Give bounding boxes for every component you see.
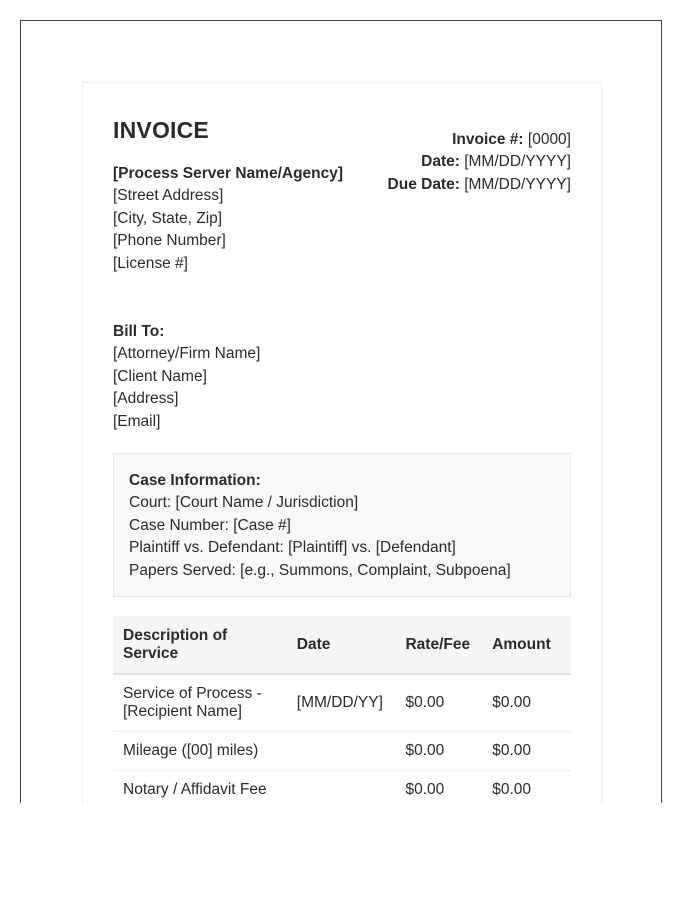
due-date-line (388, 174, 571, 196)
header-description: Description of Service (113, 616, 287, 674)
row-rate: $0.00 (395, 771, 482, 804)
case-info-label: Case Information: (129, 472, 261, 489)
case-information-box (113, 453, 571, 597)
case-parties: Plaintiff vs. Defendant: [Plaintiff] vs. [Defendant] (129, 539, 456, 557)
bill-to-block (113, 321, 260, 433)
header-amount: Amount (482, 616, 571, 674)
invoice-title: INVOICE (113, 117, 209, 143)
row-description: Mileage ([00] miles) (113, 732, 287, 771)
table-row (113, 771, 571, 804)
sender-city: [City, State, Zip] (113, 209, 223, 227)
invoice-date-label: Date: (421, 153, 460, 171)
header-date: Date (287, 616, 396, 674)
row-amount: $0.00 (482, 732, 571, 771)
row-rate: $0.00 (395, 674, 482, 732)
invoice-sheet (82, 82, 602, 803)
case-papers: Papers Served: [e.g., Summons, Complaint, Subpoena] (129, 561, 511, 579)
sender-street: [Street Address] (113, 187, 224, 205)
case-number: Case Number: [Case #] (129, 516, 291, 534)
sender-phone: [Phone Number] (113, 232, 226, 250)
sender-license: [License #] (113, 254, 188, 272)
row-description: Notary / Affidavit Fee (113, 771, 287, 804)
row-description: Service of Process - [Recipient Name] (113, 674, 287, 732)
document-frame (20, 20, 662, 803)
invoice-date-line (388, 151, 571, 173)
row-rate: $0.00 (395, 732, 482, 771)
case-court: Court: [Court Name / Jurisdiction] (129, 494, 359, 512)
due-date-value: [MM/DD/YYYY] (464, 175, 571, 193)
table-row (113, 732, 571, 771)
bill-to-label: Bill To: (113, 323, 165, 340)
bill-to-client: [Client Name] (113, 367, 207, 385)
table-header-row (113, 616, 571, 674)
row-date: [MM/DD/YY] (287, 674, 396, 732)
invoice-number-label: Invoice #: (452, 131, 524, 148)
bill-to-firm: [Attorney/Firm Name] (113, 345, 261, 363)
row-date (287, 771, 396, 804)
invoice-meta (388, 129, 571, 196)
invoice-date-value: [MM/DD/YYYY] (464, 153, 571, 171)
bill-to-address: [Address] (113, 390, 179, 408)
invoice-number-value: [0000] (527, 131, 571, 148)
bill-to-email: [Email] (113, 412, 161, 430)
sender-block (113, 163, 343, 275)
header-rate: Rate/Fee (395, 616, 482, 674)
row-amount: $0.00 (482, 674, 571, 732)
services-table (113, 616, 571, 803)
invoice-number-line (388, 129, 571, 151)
case-information-content (129, 470, 511, 582)
row-date (287, 732, 396, 771)
table-row (113, 674, 571, 732)
row-amount: $0.00 (482, 771, 571, 804)
due-date-label: Due Date: (387, 175, 460, 193)
sender-name: [Process Server Name/Agency] (113, 165, 344, 182)
